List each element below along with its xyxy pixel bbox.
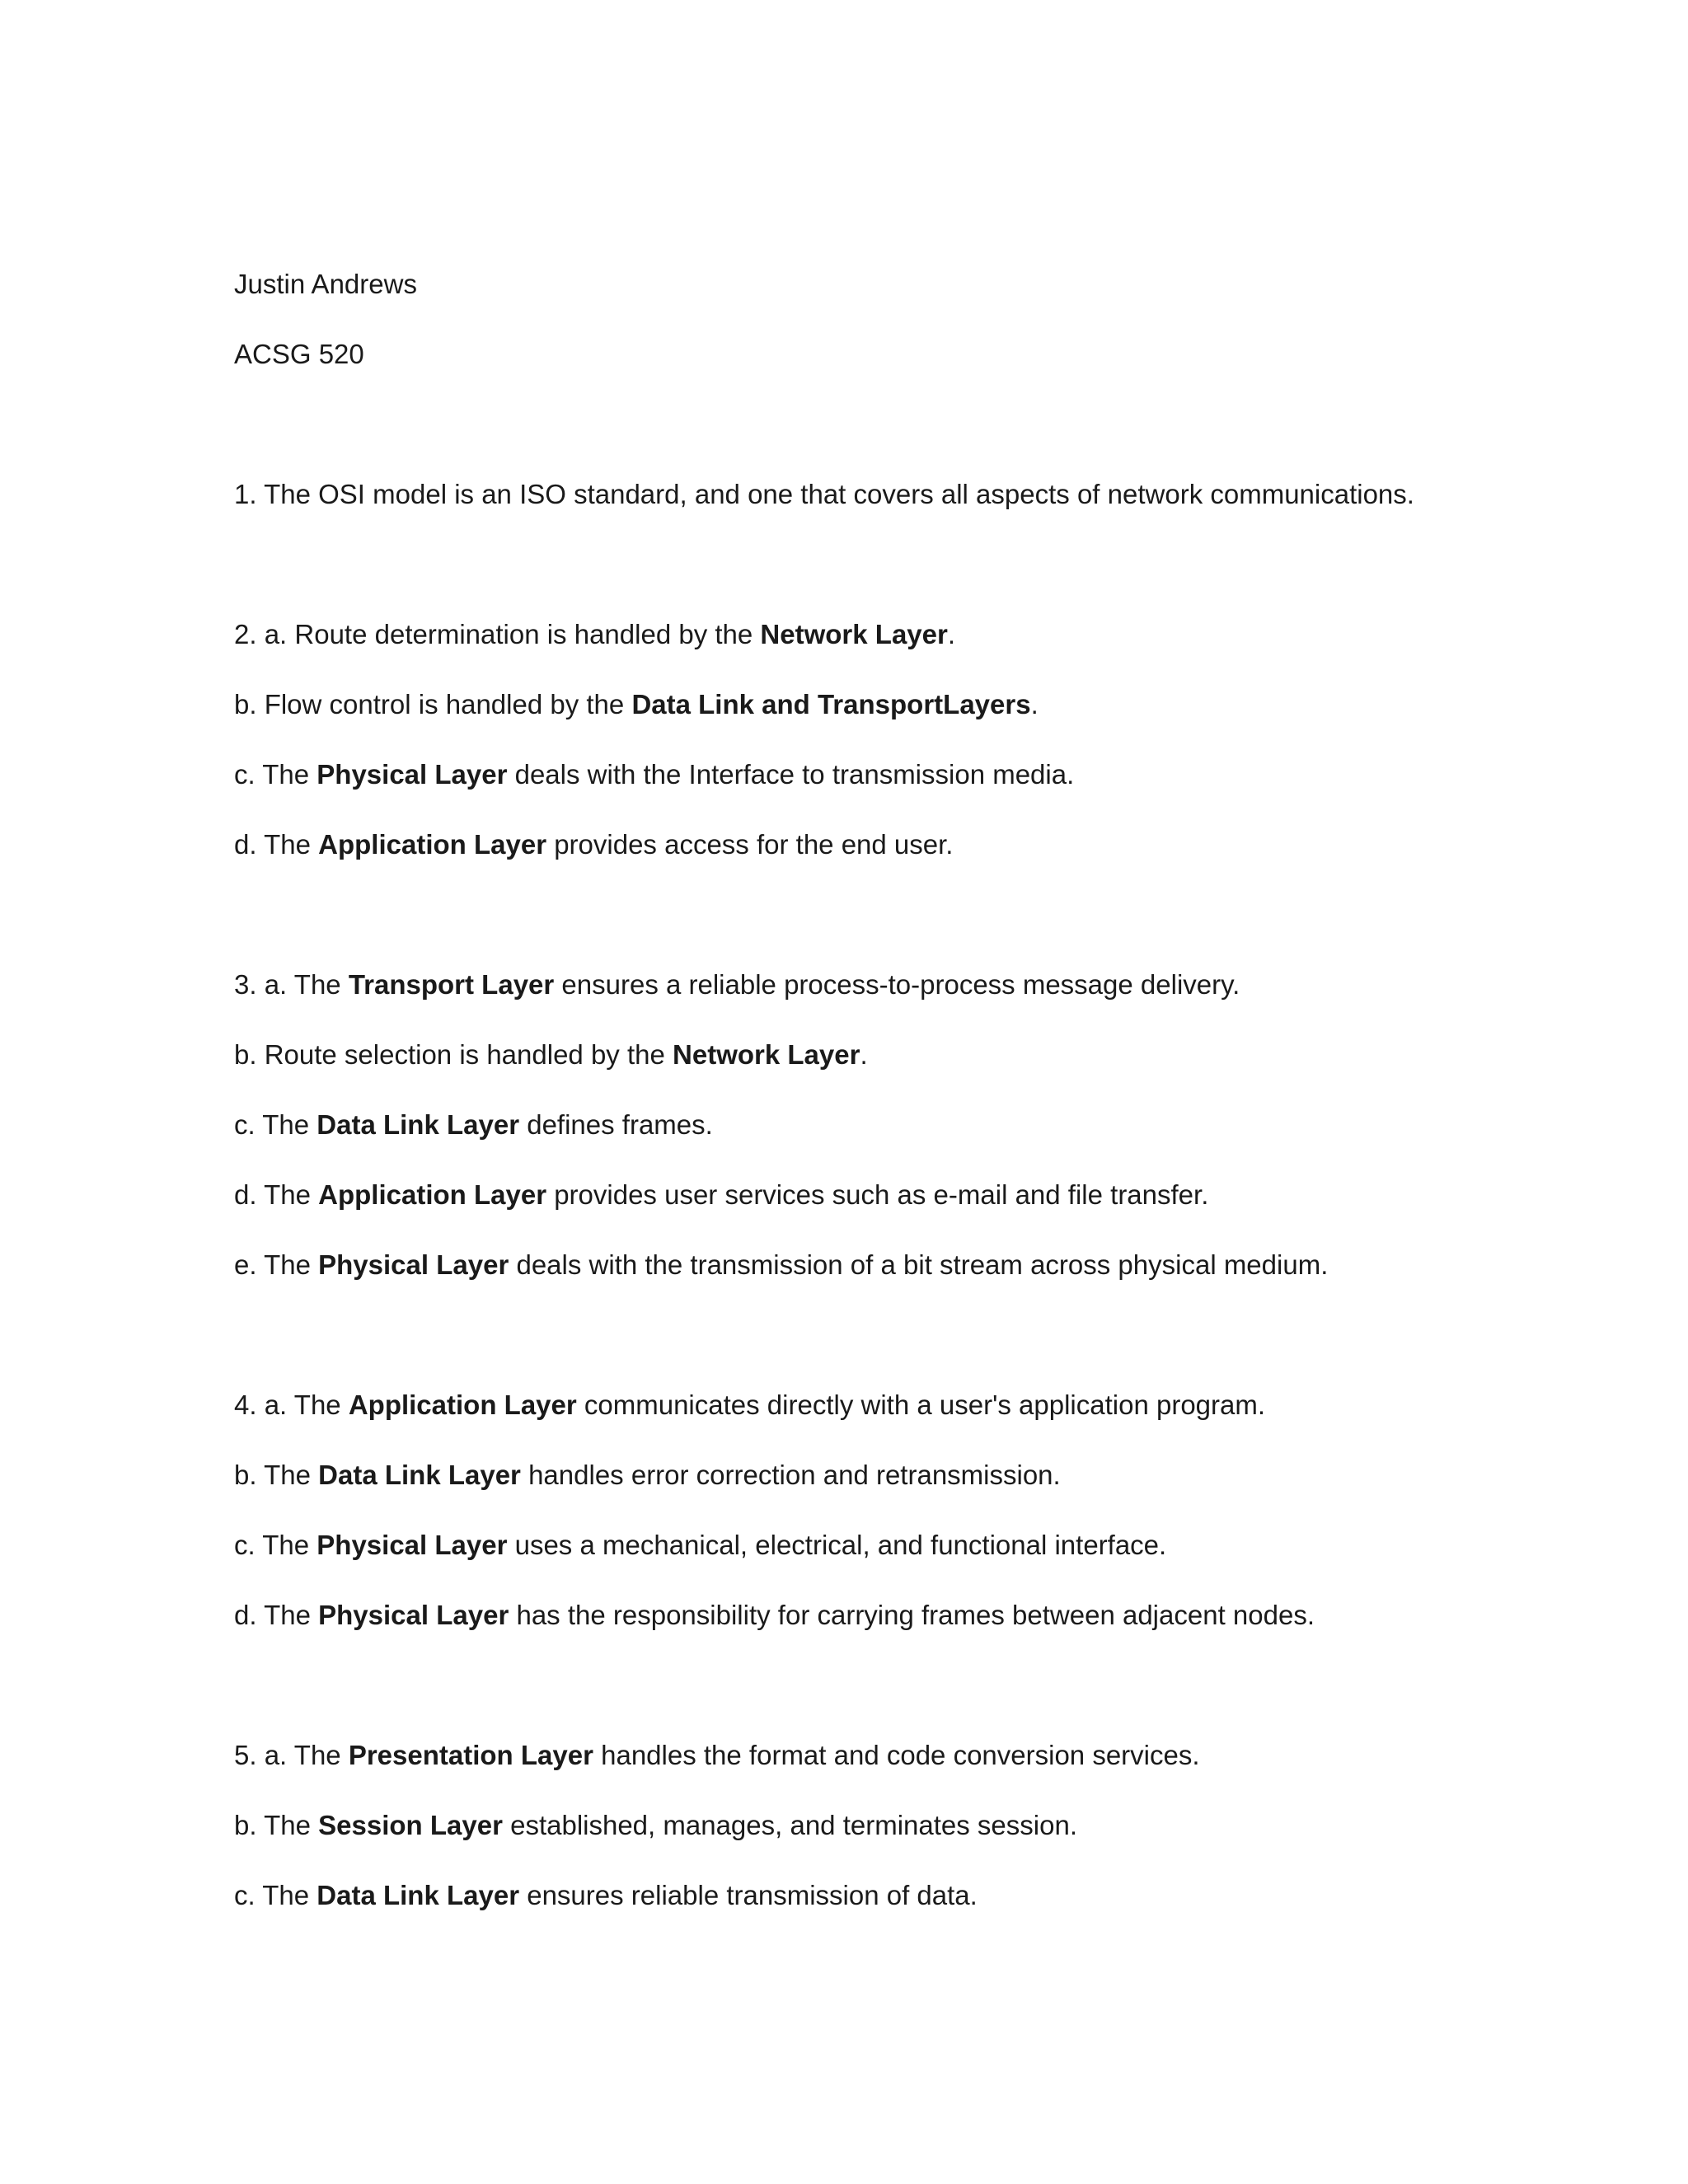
section-gap: [234, 1669, 1553, 1739]
q3a-layer: Transport Layer: [348, 969, 555, 1000]
q3e-pre: e. The: [234, 1249, 319, 1280]
q4c-post: uses a mechanical, electrical, and functional interface.: [507, 1530, 1167, 1560]
q2d-post: provides access for the end user.: [546, 829, 954, 860]
q3d-layer: Application Layer: [318, 1179, 547, 1210]
q1-line: [234, 478, 1553, 511]
q4a-layer: Application Layer: [348, 1390, 577, 1420]
q5b-post: established, manages, and terminates session.: [502, 1810, 1077, 1840]
q2d-pre: d. The: [234, 829, 319, 860]
q5c-pre: c. The: [234, 1880, 317, 1910]
q3a-post: ensures a reliable process-to-process message delivery.: [554, 969, 1240, 1000]
q2b-line: [234, 688, 1553, 721]
q3b-post: .: [860, 1039, 868, 1070]
q2a-line: [234, 618, 1553, 651]
q4d-post: has the responsibility for carrying frames between adjacent nodes.: [509, 1600, 1315, 1630]
q3a-line: [234, 968, 1553, 1001]
q4d-line: [234, 1599, 1553, 1632]
q3e-layer: Physical Layer: [318, 1249, 509, 1280]
q3b-layer: Network Layer: [673, 1039, 860, 1070]
q4c-layer: Physical Layer: [316, 1530, 508, 1560]
q2a-pre: 2. a. Route determination is handled by the: [234, 619, 761, 649]
q2c-pre: c. The: [234, 759, 317, 790]
q5a-pre: 5. a. The: [234, 1740, 349, 1770]
q2a-layer: Network Layer: [760, 619, 948, 649]
section-gap: [234, 898, 1553, 968]
q3c-pre: c. The: [234, 1109, 317, 1140]
section-gap: [234, 548, 1553, 618]
q5a-line: [234, 1739, 1553, 1772]
q3c-line: [234, 1108, 1553, 1141]
q2d-line: [234, 828, 1553, 861]
q4b-layer: Data Link Layer: [318, 1460, 521, 1490]
q4b-post: handles error correction and retransmission.: [520, 1460, 1061, 1490]
author-name: Justin Andrews: [234, 269, 417, 299]
q2c-line: [234, 758, 1553, 791]
q2b-pre: b. Flow control is handled by the: [234, 689, 632, 719]
q3a-pre: 3. a. The: [234, 969, 349, 1000]
q2d-layer: Application Layer: [318, 829, 547, 860]
q2b-layer: Data Link and TransportLayers: [631, 689, 1031, 719]
document-body: [234, 268, 1553, 1949]
q2c-post: deals with the Interface to transmission media.: [507, 759, 1075, 790]
q4a-line: [234, 1389, 1553, 1422]
q3b-line: [234, 1038, 1553, 1071]
q5a-post: handles the format and code conversion services.: [593, 1740, 1200, 1770]
q3d-pre: d. The: [234, 1179, 319, 1210]
q4a-pre: 4. a. The: [234, 1390, 349, 1420]
q4c-line: [234, 1529, 1553, 1562]
q5c-line: [234, 1879, 1553, 1912]
q2a-post: .: [947, 619, 956, 649]
q5c-post: ensures reliable transmission of data.: [519, 1880, 978, 1910]
course-code: ACSG 520: [234, 339, 364, 369]
q5a-layer: Presentation Layer: [348, 1740, 593, 1770]
q2b-post: .: [1030, 689, 1039, 719]
q3c-post: defines frames.: [519, 1109, 713, 1140]
q4d-layer: Physical Layer: [318, 1600, 509, 1630]
q4d-pre: d. The: [234, 1600, 319, 1630]
q3e-line: [234, 1249, 1553, 1282]
q3d-line: [234, 1179, 1553, 1212]
q5c-layer: Data Link Layer: [316, 1880, 520, 1910]
q5b-layer: Session Layer: [318, 1810, 503, 1840]
q4b-pre: b. The: [234, 1460, 319, 1490]
q3e-post: deals with the transmission of a bit stream across physical medium.: [509, 1249, 1329, 1280]
q5b-pre: b. The: [234, 1810, 319, 1840]
q4a-post: communicates directly with a user's application program.: [576, 1390, 1266, 1420]
q1-text: 1. The OSI model is an ISO standard, and one that covers all aspects of network communications.: [234, 479, 1414, 509]
section-gap: [234, 1319, 1553, 1389]
q5b-line: [234, 1809, 1553, 1842]
q4c-pre: c. The: [234, 1530, 317, 1560]
q2c-layer: Physical Layer: [316, 759, 508, 790]
q3b-pre: b. Route selection is handled by the: [234, 1039, 673, 1070]
q3d-post: provides user services such as e-mail and file transfer.: [546, 1179, 1209, 1210]
q3c-layer: Data Link Layer: [316, 1109, 520, 1140]
q4b-line: [234, 1459, 1553, 1492]
section-gap: [234, 408, 1553, 478]
